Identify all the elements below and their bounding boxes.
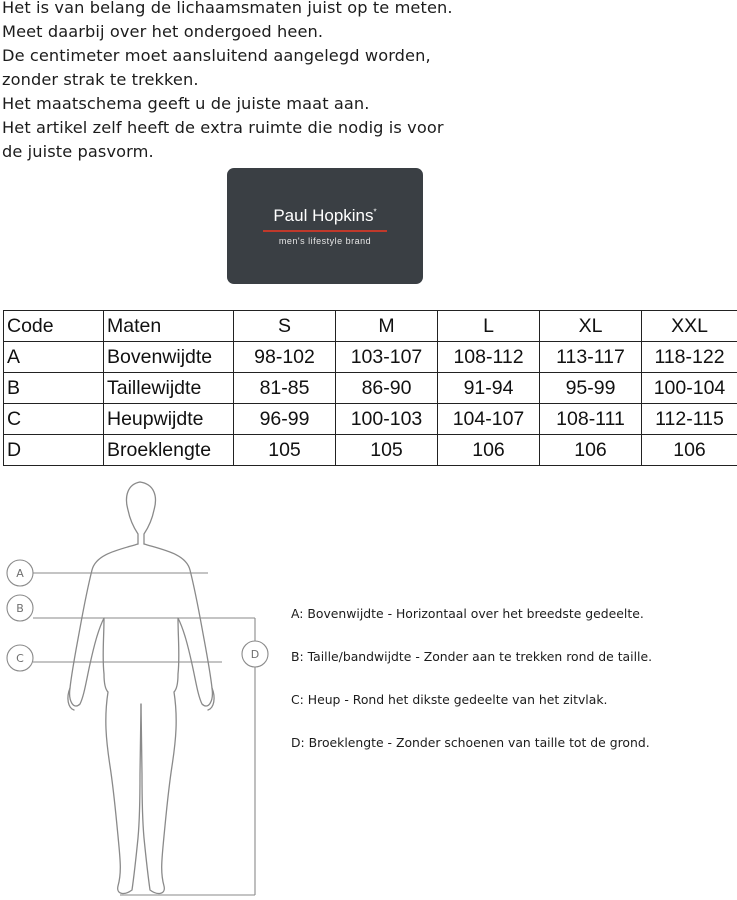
- table-row: [4, 435, 737, 466]
- figure-head: [127, 482, 141, 544]
- legend-item: A: Bovenwijdte - Horizontaal over het breedste gedeelte.: [291, 606, 644, 621]
- table-cell: 95-99: [540, 373, 642, 404]
- table-row: [4, 342, 737, 373]
- table-cell: Taillewijdte: [104, 373, 234, 404]
- header-cell: XL: [540, 311, 642, 342]
- intro-line: Het maatschema geeft u de juiste maat aan.: [2, 94, 370, 113]
- brand-underline: [263, 230, 387, 232]
- marker-d-label: D: [250, 648, 260, 661]
- table-cell: B: [4, 373, 104, 404]
- table-cell: D: [4, 435, 104, 466]
- intro-line: Het is van belang de lichaamsmaten juist op te meten.: [2, 0, 453, 17]
- header-cell: S: [234, 311, 336, 342]
- table-row: [4, 373, 737, 404]
- intro-text: [2, 0, 735, 164]
- table-cell: 91-94: [438, 373, 540, 404]
- header-cell: Code: [4, 311, 104, 342]
- table-cell: 104-107: [438, 404, 540, 435]
- intro-line: Het artikel zelf heeft de extra ruimte die nodig is voor: [2, 118, 444, 137]
- header-cell: M: [336, 311, 438, 342]
- legend-item: D: Broeklengte - Zonder schoenen van taille tot de grond.: [291, 735, 650, 750]
- table-cell: 105: [234, 435, 336, 466]
- brand-tagline: men's lifestyle brand: [278, 236, 372, 246]
- header-cell: XXL: [642, 311, 737, 342]
- intro-line: zonder strak te trekken.: [2, 70, 199, 89]
- figure-hand-left: [68, 688, 74, 710]
- table-cell: 105: [336, 435, 438, 466]
- table-cell: 81-85: [234, 373, 336, 404]
- table-cell: 106: [438, 435, 540, 466]
- table-header-row: [4, 311, 737, 342]
- table-cell: 108-111: [540, 404, 642, 435]
- table-cell: 108-112: [438, 342, 540, 373]
- table-cell: Bovenwijdte: [104, 342, 234, 373]
- intro-line: De centimeter moet aansluitend aangelegd worden,: [2, 46, 431, 65]
- header-cell: Maten: [104, 311, 234, 342]
- table-cell: 106: [540, 435, 642, 466]
- brand-name: Paul Hopkins*: [273, 206, 377, 225]
- table-cell: 118-122: [642, 342, 737, 373]
- legend-item: C: Heup - Rond het dikste gedeelte van het zitvlak.: [291, 692, 608, 707]
- table-cell: Broeklengte: [104, 435, 234, 466]
- table-cell: 112-115: [642, 404, 737, 435]
- table-cell: 86-90: [336, 373, 438, 404]
- table-cell: 96-99: [234, 404, 336, 435]
- figure-outline-left: [70, 544, 141, 893]
- table-cell: A: [4, 342, 104, 373]
- intro-line: Meet daarbij over het ondergoed heen.: [2, 22, 324, 41]
- figure-hand-right: [208, 688, 214, 710]
- table-cell: 113-117: [540, 342, 642, 373]
- figure-outline-right: [141, 544, 212, 893]
- table-cell: C: [4, 404, 104, 435]
- table-cell: 100-104: [642, 373, 737, 404]
- table-cell: 106: [642, 435, 737, 466]
- header-cell: L: [438, 311, 540, 342]
- table-cell: 103-107: [336, 342, 438, 373]
- intro-line: de juiste pasvorm.: [2, 142, 154, 161]
- brand-logo: [227, 168, 423, 284]
- table-cell: Heupwijdte: [104, 404, 234, 435]
- marker-b-label: B: [16, 602, 24, 615]
- table-cell: 98-102: [234, 342, 336, 373]
- marker-c-label: C: [16, 652, 24, 665]
- size-table: [3, 310, 737, 466]
- table-cell: 100-103: [336, 404, 438, 435]
- figure-head: [140, 482, 155, 544]
- legend-item: B: Taille/bandwijdte - Zonder aan te trekken rond de taille.: [291, 649, 653, 664]
- marker-a-label: A: [16, 567, 24, 580]
- table-row: [4, 404, 737, 435]
- body-measurement-diagram: [0, 478, 290, 900]
